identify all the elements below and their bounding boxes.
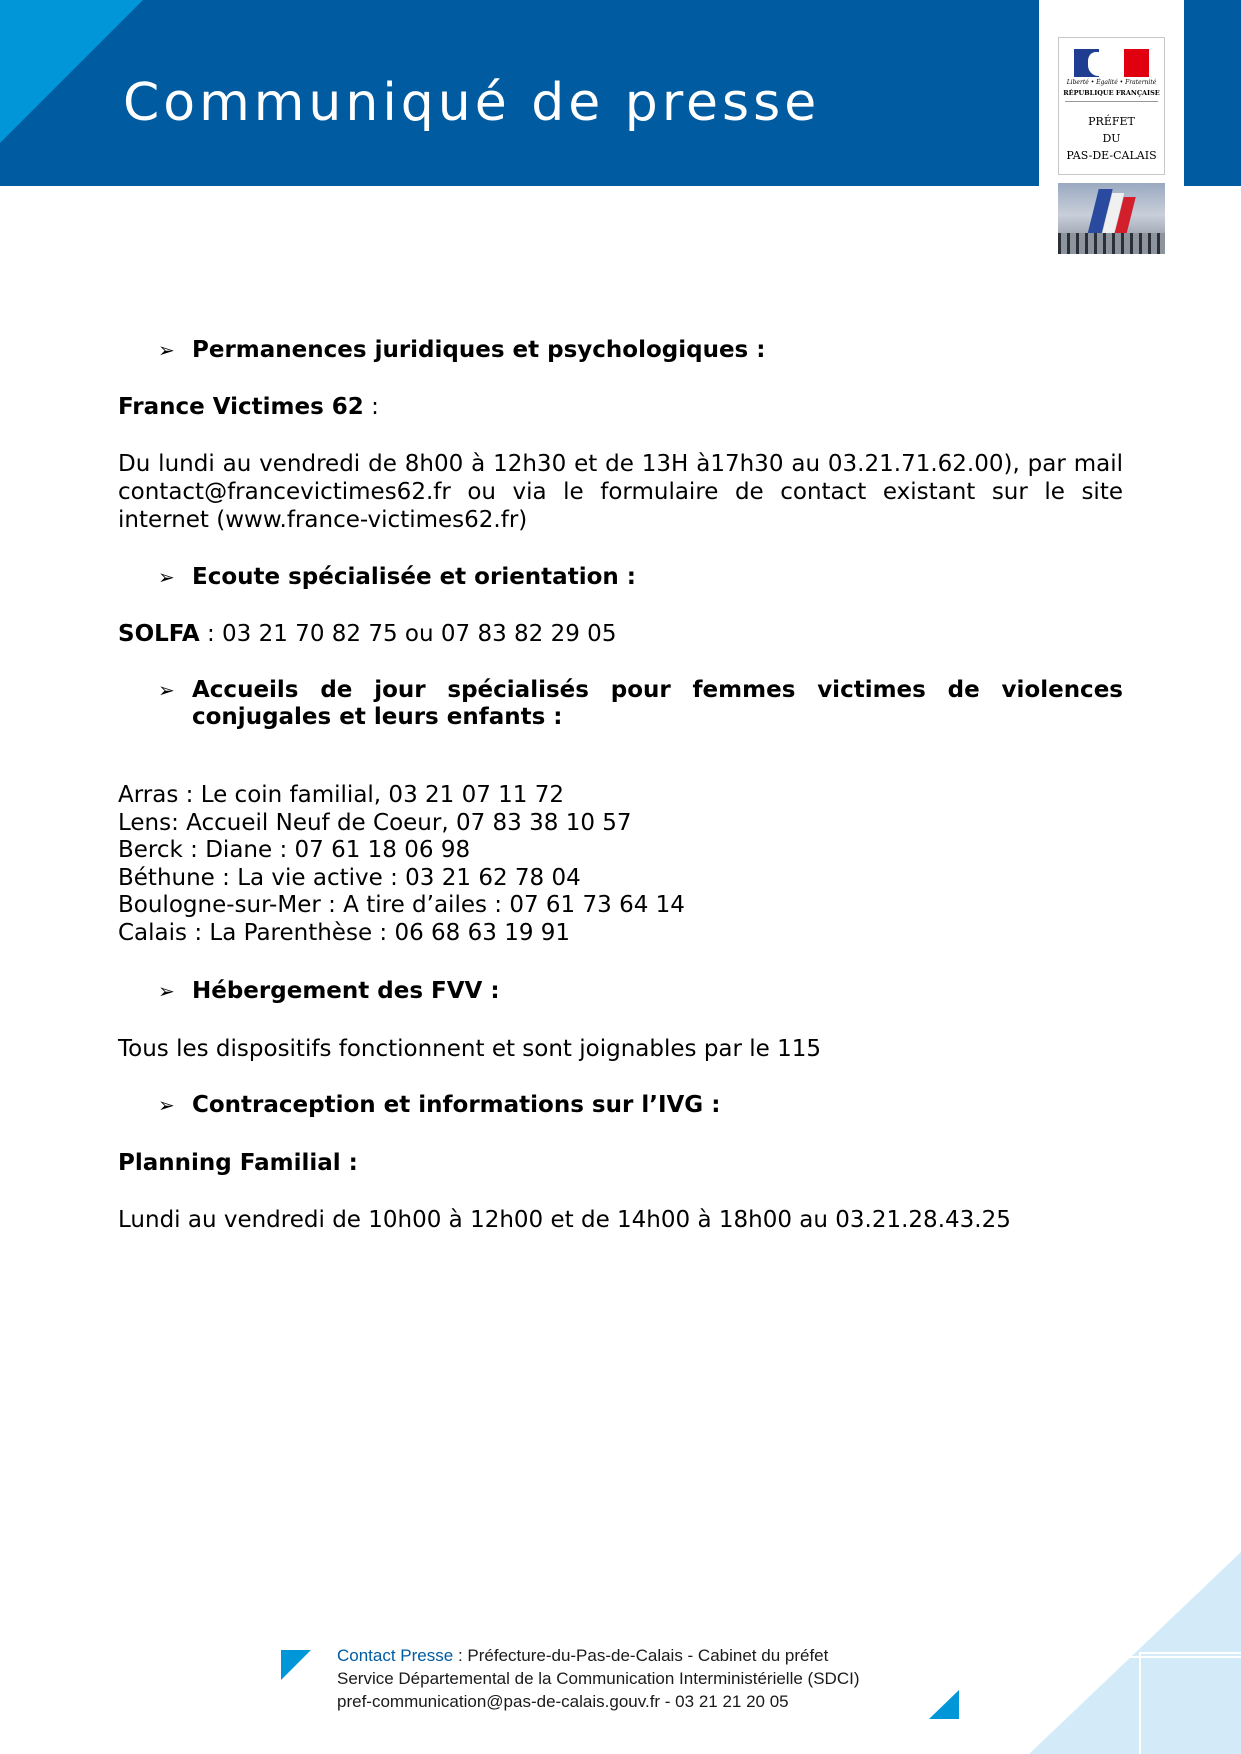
marianne-flag-icon (1074, 49, 1149, 77)
contraception-body: Lundi au vendredi de 10h00 à 12h00 et de 14h00 à 18h00 au 03.21.28.43.25 (118, 1207, 1011, 1233)
list-item: Calais : La Parenthèse : 06 68 63 19 91 (118, 919, 571, 946)
contact-label: Contact Presse (337, 1646, 454, 1665)
org-detail: : 03 21 70 82 75 ou 07 83 82 29 05 (199, 621, 617, 647)
list-item: Berck : Diane : 07 61 18 06 98 (118, 837, 471, 864)
section-heading-juridique: ➢ Permanences juridiques et psychologiques : (158, 337, 766, 363)
decorative-corner-shapes (1029, 1552, 1241, 1754)
press-contact-footer (337, 1644, 859, 1713)
juridique-body: Du lundi au vendredi de 8h00 à 12h30 et de 13H à17h30 au 03.21.71.62.00), par mail contact@francevictimes62.fr ou via le formulaire de contact existant sur le site internet (www.france-victimes62.fr) (118, 451, 1123, 533)
arrow-bullet-icon: ➢ (158, 979, 175, 1003)
logo-prefet-line-2: DU (1102, 132, 1121, 145)
footer-left-triangle (281, 1650, 311, 1680)
accueils-list (118, 782, 1123, 948)
arrow-bullet-icon: ➢ (158, 678, 175, 702)
section-heading-hebergement: ➢ Hébergement des FVV : (158, 978, 500, 1004)
list-item: Boulogne-sur-Mer : A tire d’ailes : 07 61 73 64 14 (118, 892, 685, 919)
footer-line-1 (337, 1644, 859, 1667)
logo-divider (1065, 101, 1158, 102)
footer-contact-email: pref-communication@pas-de-calais.gouv.fr - 03 21 21 20 05 (337, 1692, 789, 1711)
section-heading-contraception: ➢ Contraception et informations sur l’IVG : (158, 1092, 721, 1118)
section-heading-ecoute: ➢ Ecoute spécialisée et orientation : (158, 564, 636, 590)
contact-org: : Préfecture-du-Pas-de-Calais - Cabinet du préfet (453, 1646, 829, 1665)
logo-prefet-line-3: PAS-DE-CALAIS (1066, 149, 1157, 162)
list-item: Béthune : La vie active : 03 21 62 78 04 (118, 864, 581, 891)
arrow-bullet-icon: ➢ (158, 1093, 175, 1117)
arrow-bullet-icon: ➢ (158, 338, 175, 362)
org-solfa (118, 620, 1123, 648)
org-france-victimes (118, 393, 1123, 421)
logo-republique: RÉPUBLIQUE FRANÇAISE (1063, 89, 1160, 97)
list-item: Lens: Accueil Neuf de Coeur, 07 83 38 10 57 (118, 809, 632, 836)
section-heading-accueils: ➢ Accueils de jour spécialisés pour femmes victimes de violences conjugales et leurs enfants : (158, 677, 1123, 730)
org-planning-familial: Planning Familial : (118, 1150, 358, 1176)
hebergement-body: Tous les dispositifs fonctionnent et sont joignables par le 115 (118, 1036, 822, 1062)
list-item: Arras : Le coin familial, 03 21 07 11 72 (118, 782, 565, 808)
header-corner-triangle (0, 0, 143, 143)
arrow-bullet-icon: ➢ (158, 565, 175, 589)
prefecture-flags-photo (1058, 183, 1165, 254)
marianne-logo (1058, 37, 1165, 175)
logo-prefet-line-1: PRÉFET (1088, 115, 1135, 128)
footer-right-triangle (929, 1690, 959, 1719)
org-name: France Victimes 62 (118, 394, 364, 420)
org-name: SOLFA (118, 621, 200, 647)
page-title: Communiqué de presse (123, 73, 821, 133)
footer-line-2: Service Départemental de la Communication Interministérielle (SDCI) (337, 1669, 860, 1688)
prefecture-logo-panel (1039, 0, 1184, 268)
org-suffix: : (363, 394, 379, 420)
logo-motto: Liberté • Égalité • Fraternité (1066, 79, 1157, 86)
